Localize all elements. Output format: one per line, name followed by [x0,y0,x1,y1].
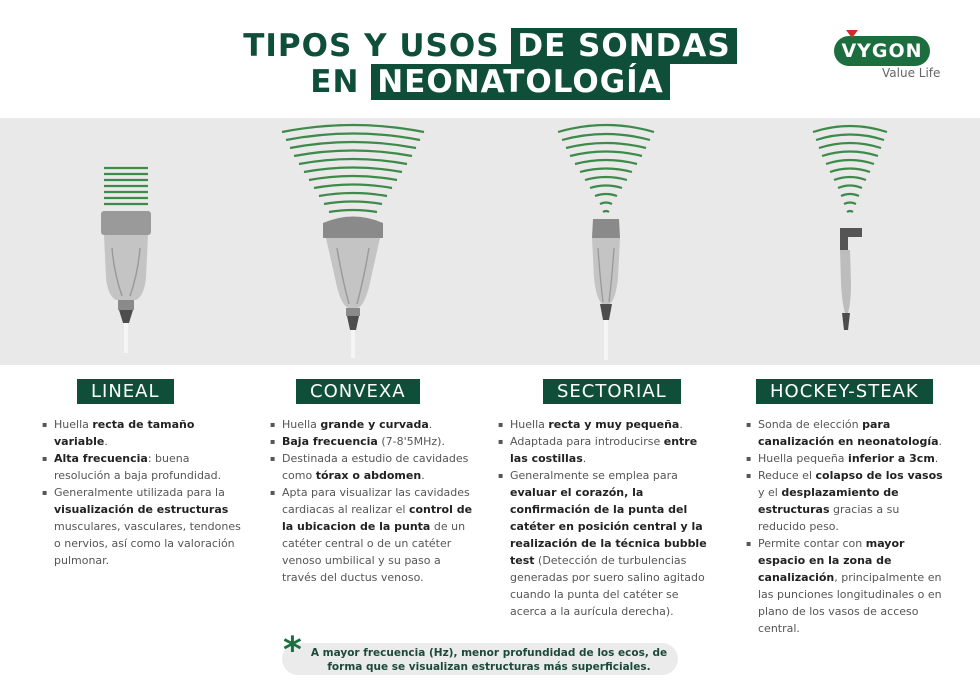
bullet-item [42,484,248,569]
hockey-stick-probe-icon [813,126,887,212]
text: Huella pequeña [758,452,849,465]
convex-probe-body [323,217,383,359]
text: . [679,418,683,431]
text: Huella [282,418,321,431]
bold-text: visualización de estructuras [54,503,229,516]
bold-text: grande y curvada [320,418,429,431]
bullet-item [498,433,714,467]
text: : buena resolución a baja profundidad. [54,452,222,482]
text: Generalmente utilizada para la [54,486,225,499]
text: . [104,435,108,448]
text: (7-8'5MHz). [377,435,445,448]
bullet-list [42,416,248,569]
text: Apta para visualizar las cavidades cardiacas al realizar el [282,486,470,516]
probe-illustrations [0,118,980,365]
text: gracias a su reducido peso. [758,503,900,533]
footnote-asterisk-icon: * [283,630,302,671]
label-lineal: LINEAL [77,379,174,404]
text: (Detección de turbulencias generadas por suero salino agitado cuando la punta del catéter se acerca a la aurícula derecha). [510,554,705,618]
bullet-list [746,416,948,637]
bullet-item [270,484,476,586]
bold-text: recta y muy pequeña [548,418,680,431]
vygon-logo [832,30,942,86]
text: y el [758,486,782,499]
text: Adaptada para introducirse [510,435,664,448]
bold-text: mayor espacio en la zona de canalización [758,537,905,584]
title-plain-1: TIPOS Y USOS [243,28,500,64]
bullet-list [498,416,714,620]
sectorial-probe-icon [558,125,654,212]
text: Generalmente se emplea para [510,469,678,482]
bullet-item [746,450,948,467]
title-highlight-1: DE SONDAS [511,28,736,64]
column-lineal [42,416,248,569]
bullet-item [42,450,248,484]
text: . [934,452,939,465]
title-highlight-2: NEONATOLOGÍA [371,64,669,100]
column-convexa [270,416,476,586]
text: Huella [54,418,93,431]
column-hockey-steak [746,416,948,637]
text: Reduce el [758,469,816,482]
text: Sonda de elección [758,418,863,431]
logo-brand: VYGON [834,36,930,66]
text: . [938,435,943,448]
bullet-item [498,416,714,433]
bullet-item [746,467,948,535]
bold-text: inferior a 3cm [848,452,935,465]
bold-text: para canalización en neonatología [758,418,939,448]
bullet-item [498,467,714,620]
bullet-item [746,535,948,637]
text: de un catéter central o de un catéter venoso umbilical y su paso a través del ductus venoso. [282,520,466,584]
hockey-stick-probe-body [840,228,862,330]
bold-text: control de la ubicacion de la punta [282,503,473,533]
text: . [428,418,433,431]
bold-text: tórax o abdomen [315,469,422,482]
bold-text: recta de tamaño variable [54,418,195,448]
bold-text: desplazamiento de estructuras [758,486,899,516]
logo-triangle-icon [846,30,858,38]
text: Huella [510,418,549,431]
label-convexa: CONVEXA [296,379,420,404]
text: , principalmente en las punciones longitudinales o en plano de los vasos de acceso central. [758,571,942,635]
bold-text: evaluar el corazón, la confirmación de la punta del catéter en posición central y la realización de la técnica bubble test [510,486,707,567]
sectorial-probe-body [592,219,620,360]
bullet-item [42,416,248,450]
bold-text: Baja frecuencia [282,435,378,448]
logo-tagline: Value Life [882,66,941,80]
title-plain-2: EN [310,64,360,100]
footnote-text: A mayor frecuencia (Hz), menor profundidad de los ecos, de forma que se visualizan estructuras más superficiales. [310,647,668,673]
label-hockey-steak: HOCKEY-STEAK [756,379,933,404]
bullet-list [270,416,476,586]
text: . [421,469,425,482]
bold-text: Alta frecuencia [54,452,148,465]
text: . [582,452,587,465]
column-sectorial [498,416,714,620]
bullet-item [270,450,476,484]
convex-probe-icon [282,125,424,212]
linear-probe-icon [101,168,151,353]
bullet-item [746,416,948,450]
bullet-item [270,433,476,450]
text: Permite contar con [758,537,866,550]
bold-text: colapso de los vasos [815,469,943,482]
text: Destinada a estudio de cavidades como [282,452,469,482]
label-sectorial: SECTORIAL [543,379,681,404]
text: musculares, vasculares, tendones o nervios, así como la valoración pulmonar. [54,520,241,567]
bold-text: entre las costillas [510,435,698,465]
bullet-item [270,416,476,433]
